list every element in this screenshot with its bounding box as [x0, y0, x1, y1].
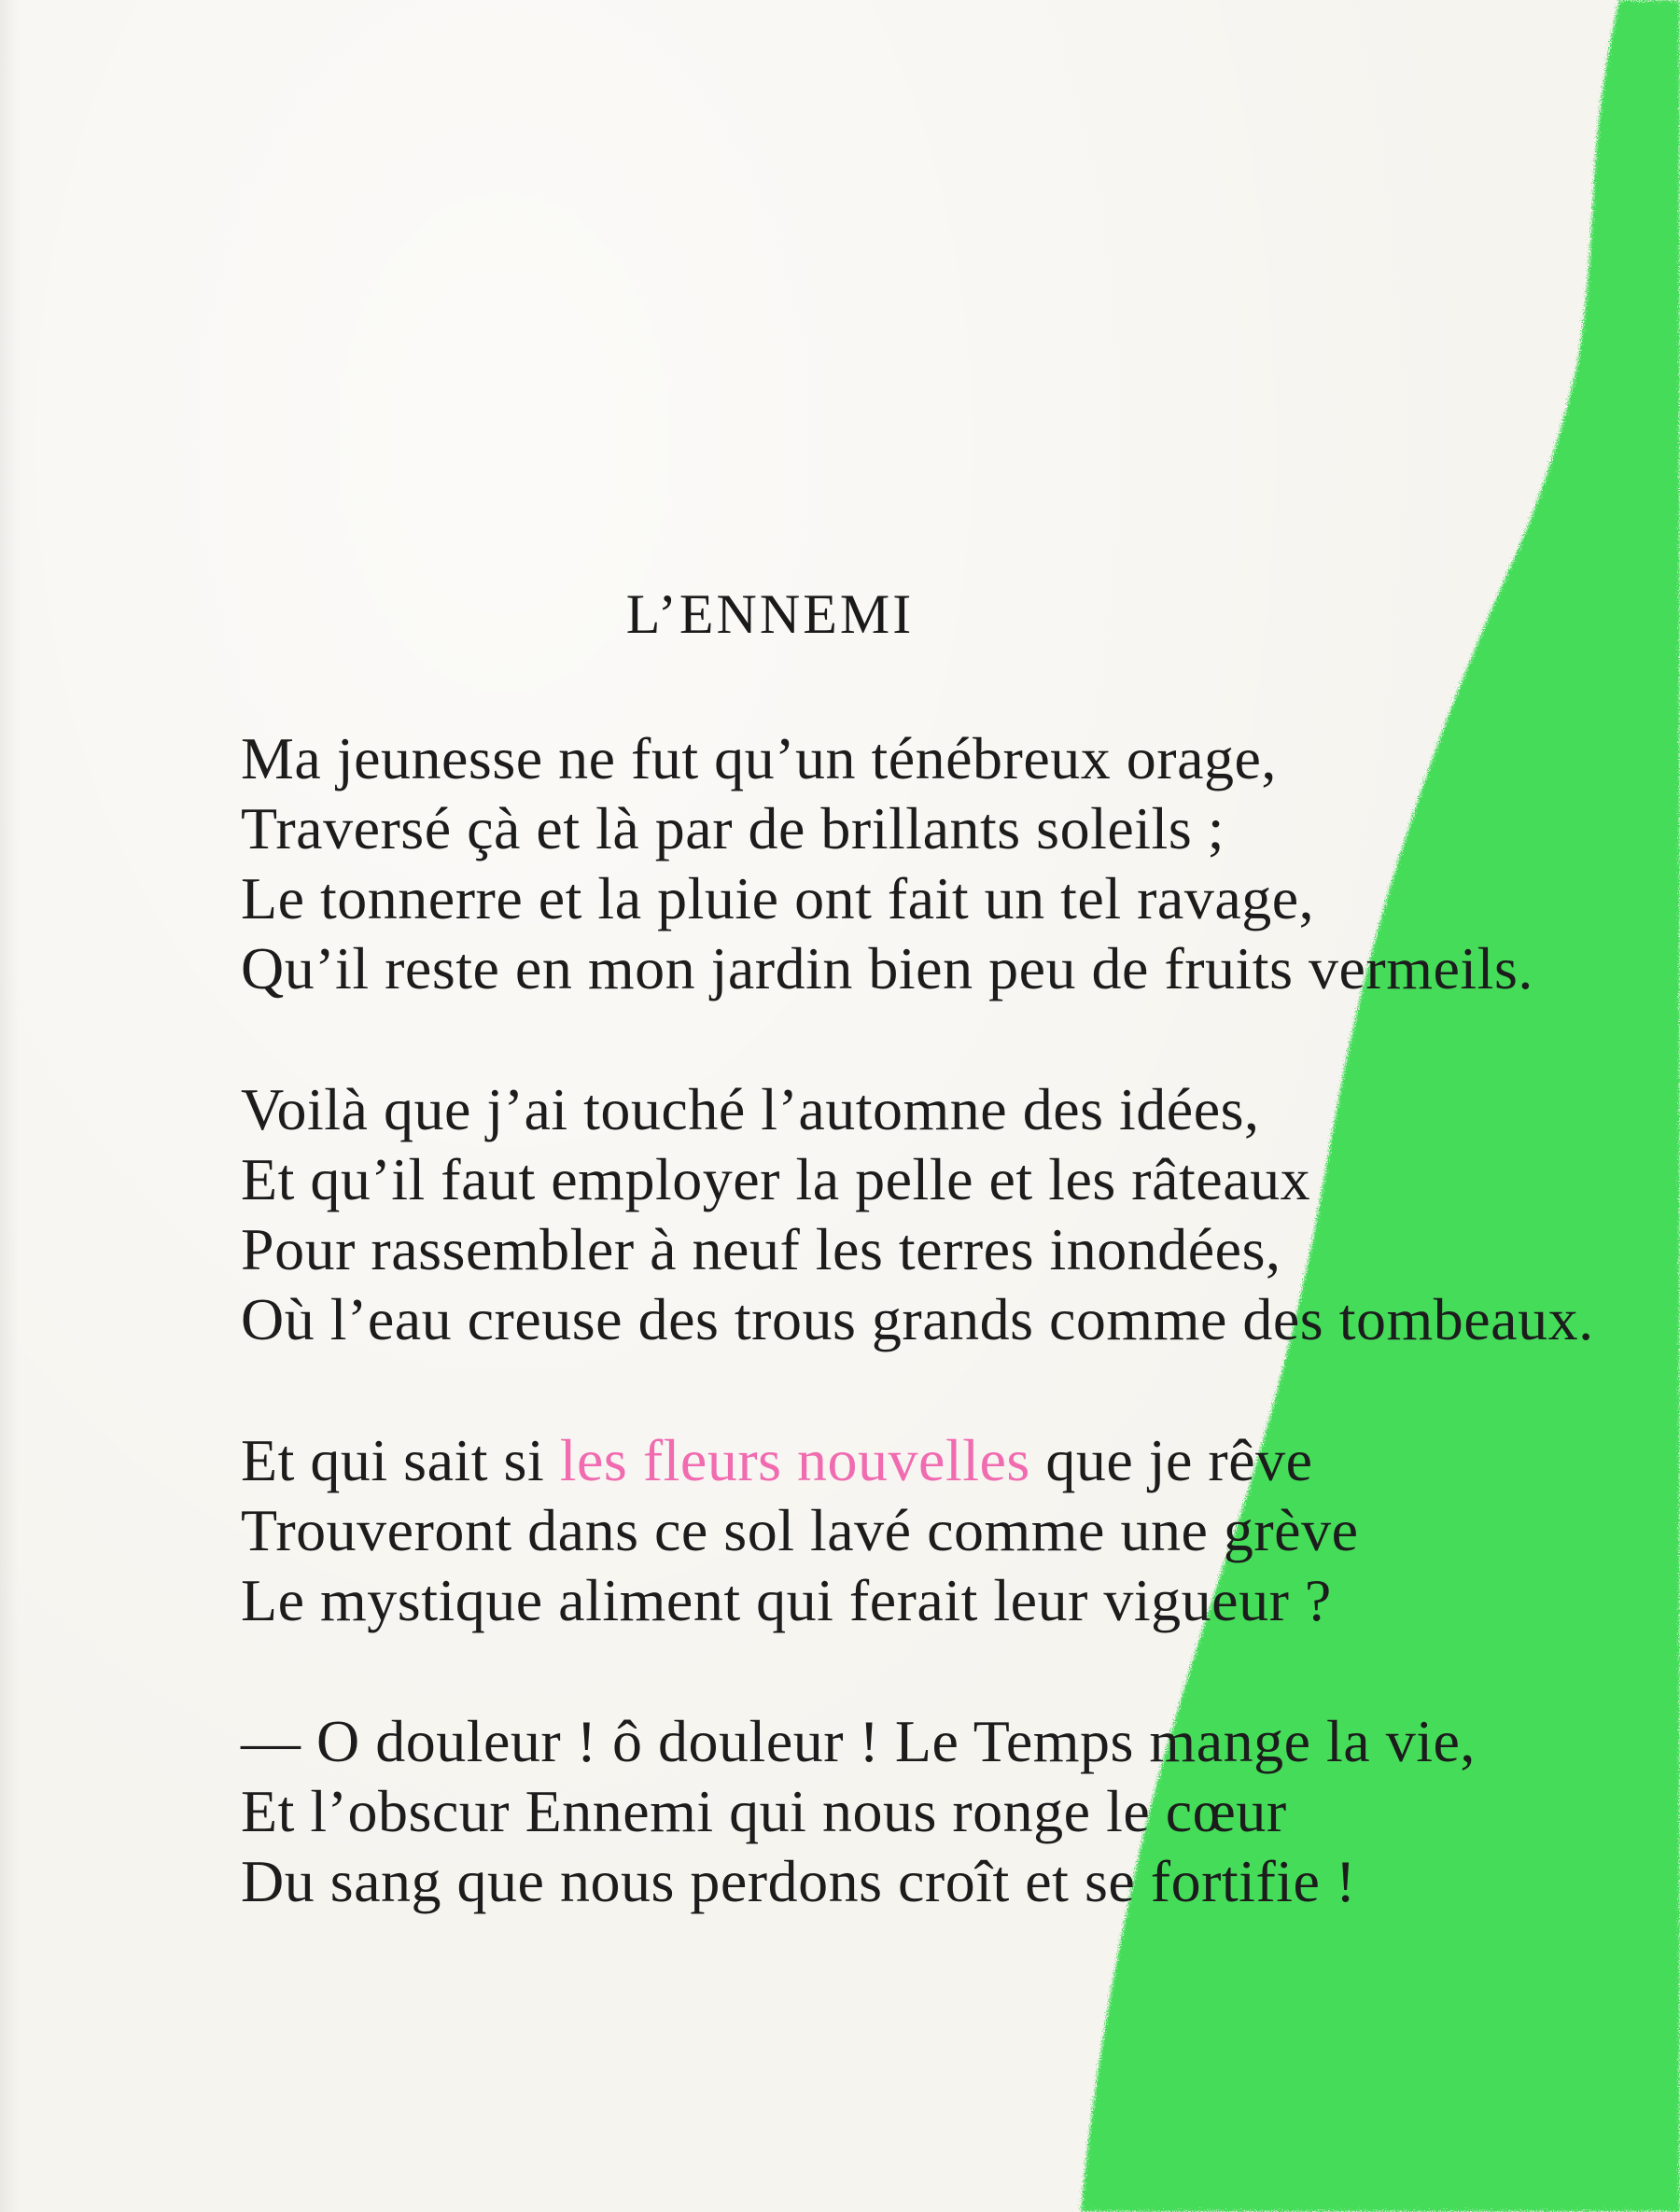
stanza-3	[241, 1425, 1594, 1635]
poem-line: — O douleur ! ô douleur ! Le Temps mange la vie,	[241, 1708, 1476, 1774]
poem-line: Et l’obscur Ennemi qui nous ronge le cœur	[241, 1778, 1287, 1844]
poem-line: Le tonnerre et la pluie ont fait un tel ravage,	[241, 865, 1315, 931]
poem-line: Et qu’il faut employer la pelle et les râteaux	[241, 1146, 1311, 1212]
poem-line: Pour rassembler à neuf les terres inondées,	[241, 1216, 1281, 1282]
poem-line: Le mystique aliment qui ferait leur vigueur ?	[241, 1567, 1332, 1633]
poem-line: Voilà que j’ai touché l’automne des idées,	[241, 1076, 1260, 1142]
poem-line: Qu’il reste en mon jardin bien peu de fruits vermeils.	[241, 935, 1533, 1001]
poem-body	[241, 723, 1594, 1916]
poem-line: Ma jeunesse ne fut qu’un ténébreux orage,	[241, 725, 1277, 791]
poem-line: Traversé çà et là par de brillants soleils ;	[241, 795, 1225, 861]
stanza-1	[241, 723, 1594, 1003]
poem-line: Trouveront dans ce sol lavé comme une grève	[241, 1497, 1359, 1563]
highlighted-phrase: les fleurs nouvelles	[559, 1427, 1030, 1493]
poem-line-with-highlight	[241, 1425, 1594, 1495]
poem-line: Du sang que nous perdons croît et se fortifie !	[241, 1848, 1356, 1914]
stanza-4	[241, 1706, 1594, 1916]
poem-line: Où l’eau creuse des trous grands comme des tombeaux.	[241, 1286, 1594, 1352]
line-text-after: que je rêve	[1029, 1427, 1313, 1493]
line-text-before: Et qui sait si	[241, 1427, 560, 1493]
stanza-2	[241, 1074, 1594, 1354]
poem-title: L’ENNEMI	[625, 583, 915, 645]
